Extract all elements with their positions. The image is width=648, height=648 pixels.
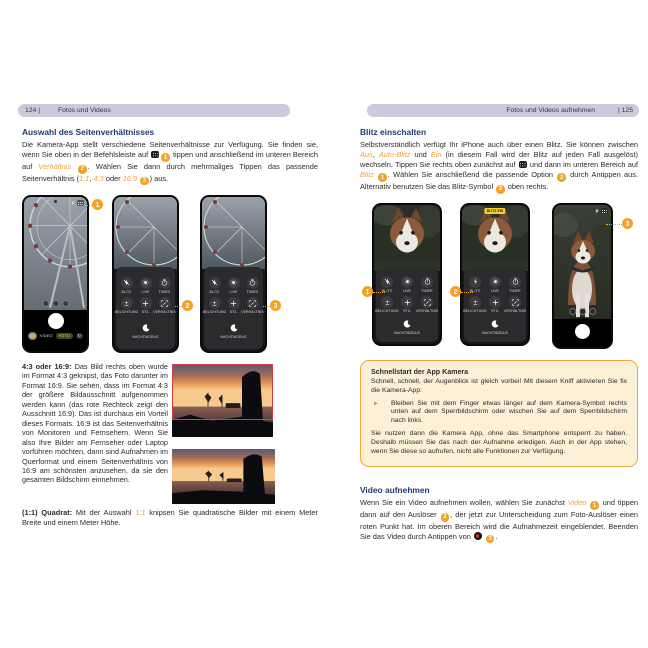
camera-screen: [114, 197, 177, 351]
zoom-pill[interactable]: [569, 308, 577, 316]
text-segment: 4:3: [93, 173, 104, 183]
camera-option-timer-button[interactable]: [506, 276, 524, 293]
square-paragraph: [22, 508, 318, 528]
text-segment: Mit der Auswahl: [72, 508, 136, 517]
style-icon: [228, 297, 240, 309]
camera-option-live-button[interactable]: [225, 277, 242, 294]
camera-option-flash-button[interactable]: [378, 276, 396, 293]
text-segment: 1:1: [135, 508, 146, 517]
camera-options-grid: [204, 277, 263, 314]
camera-options-panel: [376, 269, 438, 342]
intro-paragraph: [360, 140, 638, 194]
flash-on-icon: [469, 276, 481, 288]
camera-option-live-button[interactable]: [137, 277, 154, 294]
camera-option-style-button[interactable]: [225, 297, 242, 314]
camera-option-label: STIL: [491, 309, 499, 314]
text-segment: Ein: [430, 150, 442, 159]
ferris-wheel-photo: [114, 197, 177, 269]
camera-option-label: STIL: [229, 310, 238, 315]
more-options-icon: [151, 151, 159, 158]
crop-indicator-16-9: [172, 364, 273, 420]
screenshot-row: [360, 203, 638, 349]
text-segment: . Wählen Sie anschließend die passende Option: [387, 170, 557, 179]
zoom-pill[interactable]: [62, 300, 70, 308]
front-camera-dot: [54, 200, 57, 203]
camera-option-exposure-button[interactable]: [463, 296, 487, 314]
camera-option-label: VERHÄLTNIS: [153, 310, 176, 315]
ratio-paragraph: [22, 362, 168, 485]
camera-screenshot-options: [372, 203, 442, 346]
camera-options-panel: [204, 267, 263, 349]
text-segment: 1:1: [79, 173, 90, 183]
header-bar: [18, 104, 290, 117]
lens-zoom-selector[interactable]: [569, 308, 597, 316]
husky-photo: [374, 205, 440, 271]
camera-option-aspect-ratio-button[interactable]: [241, 297, 264, 315]
camera-screen: [374, 205, 440, 344]
inline-callout: 2: [78, 165, 87, 174]
zoom-pill[interactable]: [42, 300, 50, 308]
camera-screenshot-viewfinder: [22, 195, 89, 353]
text-segment: .: [495, 531, 498, 541]
camera-screen: [24, 197, 87, 351]
shutter-button[interactable]: [48, 313, 64, 329]
style-icon: [401, 296, 413, 308]
night-mode-button[interactable]: [482, 318, 508, 335]
camera-screen: [202, 197, 265, 351]
callout-3: 3: [270, 300, 281, 311]
camera-option-label: BELICHTUNG: [114, 310, 139, 315]
night-mode-label: NACHTMODUS: [132, 335, 159, 340]
camera-options-grid: [116, 277, 175, 314]
text-segment: (1:1) Quadrat:: [22, 508, 73, 517]
flash-icon: [209, 277, 221, 289]
screenshot-row: [22, 195, 318, 357]
camera-option-label: TIMER: [421, 289, 433, 293]
page-left: [22, 104, 318, 644]
running-header: Fotos und Videos: [58, 107, 111, 114]
night-mode-icon: [489, 318, 501, 330]
tip-box-intro: Schnell, schnell, der Augenblick ist gleich vorbei! Mit diesem Kniff aktivieren Sie fix die Kamera-App:: [371, 378, 627, 394]
camera-bottom-bar: [554, 319, 611, 347]
style-icon: [140, 297, 152, 309]
record-button-icon: [474, 532, 482, 540]
timer-icon: [421, 276, 433, 288]
tip-box-bullet-text: Bleiben Sie mit dem Finger etwas länger auf dem Kamera-Symbol rechts unten auf dem Sperrbildschirm oder wischen Sie auf dem Sperrbildschirm nach links.: [391, 399, 627, 425]
camera-options-panel: [464, 269, 526, 342]
lens-zoom-selector[interactable]: [42, 300, 70, 308]
section-heading: Blitz einschalten: [360, 127, 427, 137]
callout-leader: [373, 292, 385, 293]
tip-box-bullet: [371, 400, 627, 426]
zoom-pill[interactable]: [589, 308, 597, 316]
camera-option-label: BLITZ: [469, 289, 481, 293]
inline-callout: 3: [486, 535, 495, 544]
camera-option-label: LIVE: [141, 290, 150, 294]
camera-screen: [554, 205, 611, 347]
night-mode-icon: [140, 322, 152, 334]
camera-option-label: LIVE: [403, 289, 411, 293]
camera-option-style-button[interactable]: [398, 296, 416, 313]
night-mode-label: NACHTMODUS: [481, 331, 509, 336]
mode-foto[interactable]: FOTO: [56, 333, 73, 339]
camera-option-label: BLITZ: [209, 290, 220, 294]
camera-option-label: BLITZ: [381, 289, 393, 293]
aspect-ratio-icon: [509, 296, 521, 308]
camera-option-timer-button[interactable]: [418, 276, 436, 293]
text-segment: Das Bild rechts oben wurde im Format 4:3 geknipst, das Foto darunter im Format 16:9. Sie sehen, dass im Format 4:3 der größere Bildausschnitt aufgenommen werden kann (das rote Rechteck zeigt den Ausschnitt 16:9). Das ist durchaus ein Vorteil dieses Formats. 16:9 ist das Seitenverhältnis von Monitoren und Fernsehern. Wenn Sie also Ihre Bilder am Fernseher oder Laptop vorführen möchten, dann sind Aufnahmen im Querformat und einem Seitenverhältnis von 16:9 am schönsten anzusehen, da sie den gesamten Bildschirm einnehmen.: [22, 362, 168, 485]
camera-option-label: TIMER: [509, 289, 521, 293]
text-segment: und: [410, 150, 431, 159]
section-heading: Video aufnehmen: [360, 485, 430, 495]
harbor-photo-16-9: [172, 449, 275, 504]
camera-option-style-button[interactable]: [137, 297, 154, 314]
flash-icon[interactable]: [595, 208, 599, 214]
page-number: 124 |: [25, 107, 40, 114]
text-segment: [483, 532, 485, 541]
inline-callout: 3: [496, 185, 505, 194]
night-mode-button[interactable]: [220, 322, 246, 339]
aspect-ratio-icon: [159, 297, 171, 309]
camera-screenshot-options: [200, 195, 267, 353]
svg-text:±: ±: [212, 299, 217, 307]
night-mode-label: NACHTMODUS: [220, 335, 247, 340]
text-segment: oben rechts.: [505, 181, 549, 191]
text-segment: durch Antippen aus. Alternativ benutzen Sie das Blitz-Symbol: [360, 170, 638, 191]
shutter-button[interactable]: [575, 324, 590, 339]
text-segment: Selbstverständlich verfügt Ihr iPhone auch über einen Blitz. Sie können zwischen: [360, 140, 638, 149]
text-segment: 4:3 oder 16:9:: [22, 362, 72, 371]
night-mode-icon: [228, 322, 240, 334]
timer-icon: [509, 276, 521, 288]
night-mode-label: NACHTMODUS: [393, 331, 421, 336]
camera-option-exposure-button[interactable]: [375, 296, 399, 314]
ratio-comparison-section: [22, 362, 318, 508]
svg-text:±: ±: [472, 298, 478, 306]
camera-option-exposure-button[interactable]: [114, 297, 139, 315]
inline-callout: 3: [140, 177, 149, 186]
zoom-pill[interactable]: [52, 300, 60, 308]
camera-top-toolbar[interactable]: [595, 208, 609, 214]
text-segment: ,: [372, 150, 379, 159]
camera-options-panel: [116, 267, 175, 349]
camera-option-label: BELICHTUNG: [463, 309, 487, 314]
text-segment: (in diesem Fall wird der Blitz auf jeden Fall ausgelöst) wechseln. Tippen Sie rechts oben zunächst auf: [360, 150, 638, 169]
text-segment: Blitz: [360, 170, 374, 179]
text-segment: [137, 174, 139, 183]
camera-option-flash-button[interactable]: [118, 277, 135, 294]
text-segment: Auto-Blitz: [378, 150, 411, 159]
text-segment: Verhältnis: [38, 161, 72, 171]
camera-screenshot-viewfinder: [552, 203, 613, 349]
camera-option-label: LIVE: [491, 289, 499, 293]
live-icon: [228, 277, 240, 289]
inline-callout: 1: [590, 501, 599, 510]
exposure-icon: [209, 297, 221, 309]
bullet-arrow-icon: ►: [373, 400, 379, 407]
camera-bottom-bar: [24, 310, 87, 351]
camera-option-exposure-button[interactable]: [202, 297, 227, 315]
camera-screenshot-options-flash: [460, 203, 530, 346]
timer-icon: [247, 277, 259, 289]
live-icon: [140, 277, 152, 289]
night-mode-button[interactable]: [394, 318, 420, 335]
exposure-icon: [381, 296, 393, 308]
camera-option-timer-button[interactable]: [244, 277, 261, 294]
camera-option-label: BELICHTUNG: [375, 309, 399, 314]
intro-paragraph: [22, 140, 318, 185]
style-icon: [489, 296, 501, 308]
text-segment: oder: [103, 173, 123, 183]
camera-screen: [462, 205, 528, 344]
gallery-thumbnail[interactable]: [28, 332, 37, 341]
camera-option-aspect-ratio-button[interactable]: [415, 296, 439, 314]
text-segment: 16:9: [122, 173, 138, 183]
camera-option-label: BLITZ: [121, 290, 132, 294]
camera-option-live-button[interactable]: [398, 276, 416, 293]
flash-icon: [121, 277, 133, 289]
callout-1: 1: [92, 199, 103, 210]
text-segment: ,: [89, 173, 94, 183]
svg-text:±: ±: [124, 299, 129, 307]
harbor-photo-4-3: [172, 364, 273, 437]
more-options-icon[interactable]: [77, 200, 84, 206]
text-segment: Die Kamera-App stellt verschiedene Seitenverhältnisse zur Verfügung. Sie finden sie, wenn Sie oben in der Befehlsleiste auf: [22, 140, 318, 159]
tip-box: [360, 360, 638, 467]
camera-option-aspect-ratio-button[interactable]: [503, 296, 527, 314]
camera-flip-icon[interactable]: ↻: [77, 332, 82, 338]
camera-option-label: LIVE: [229, 290, 238, 294]
exposure-icon: [121, 297, 133, 309]
callout-3: 3: [622, 218, 633, 229]
live-icon: [401, 276, 413, 288]
svg-text:±: ±: [384, 298, 390, 306]
flash-icon[interactable]: [71, 200, 75, 206]
night-mode-button[interactable]: [132, 322, 158, 339]
flash-icon: [381, 276, 393, 288]
camera-option-label: VERHÄLTNIS: [241, 310, 264, 315]
camera-options-grid: [464, 276, 526, 313]
text-segment: Video: [567, 498, 587, 507]
mode-video[interactable]: VIDEO: [39, 333, 53, 338]
text-segment: und tippen dann auf den Auslöser: [360, 498, 638, 519]
text-segment: Wenn Sie ein Video aufnehmen wollen, wählen Sie zunächst: [360, 498, 568, 507]
camera-option-timer-button[interactable]: [156, 277, 173, 294]
camera-option-label: TIMER: [158, 290, 171, 294]
callout-2: 2: [450, 286, 461, 297]
running-header: Fotos und Videos aufnehmen: [506, 107, 595, 114]
page-right: [360, 104, 638, 644]
inline-callout: 2: [557, 173, 566, 182]
camera-option-aspect-ratio-button[interactable]: [153, 297, 176, 315]
text-segment: ) aus.: [149, 173, 169, 183]
inline-callout: 2: [441, 513, 450, 522]
camera-option-label: VERHÄLTNIS: [415, 309, 439, 314]
camera-option-label: STIL: [403, 309, 411, 314]
text-segment: knipsen Sie quadratische Bilder mit einem Meter Breite und einem Meter Höhe.: [22, 508, 318, 527]
aspect-ratio-icon: [421, 296, 433, 308]
video-paragraph: [360, 498, 638, 543]
inline-callout: 1: [161, 153, 170, 162]
tip-box-outro: Sie nutzen dann die Kamera App, ohne das Smartphone entsperrt zu haben. Deshalb müssen Sie das nach der Aufnahme erledigen. Auch in der App stehen, wenn Sie diese so aufrufen, nicht alle Funktionen zur Verfügung.: [371, 429, 627, 455]
camera-option-flash-button[interactable]: [466, 276, 484, 293]
camera-option-label: STIL: [141, 310, 150, 315]
camera-screenshot-options: [112, 195, 179, 353]
camera-option-flash-button[interactable]: [206, 277, 223, 294]
text-segment: tippen und anschließend im unteren Bereich auf: [22, 150, 318, 171]
text-segment: [71, 162, 77, 171]
page-number: | 125: [618, 107, 633, 114]
camera-option-label: VERHÄLTNIS: [503, 309, 527, 314]
tip-box-heading: Schnellstart der App Kamera: [371, 368, 469, 376]
section-heading: Auswahl des Seitenverhältnisses: [22, 127, 155, 137]
camera-top-toolbar[interactable]: [71, 200, 85, 206]
camera-option-live-button[interactable]: [486, 276, 504, 293]
night-mode-icon: [401, 318, 413, 330]
text-segment: [587, 498, 590, 507]
zoom-pill[interactable]: [579, 308, 587, 316]
camera-option-label: TIMER: [246, 290, 259, 294]
header-bar: [367, 104, 639, 117]
husky-photo: [462, 205, 528, 271]
callout-2: 2: [182, 300, 193, 311]
camera-options-grid: [376, 276, 438, 313]
flash-on-badge: BLITZ EIN: [484, 208, 505, 214]
more-options-icon[interactable]: [601, 208, 608, 214]
more-options-icon: [519, 161, 527, 168]
aspect-ratio-icon: [247, 297, 259, 309]
camera-option-style-button[interactable]: [486, 296, 504, 313]
callout-1: 1: [362, 286, 373, 297]
callout-leader: [461, 292, 473, 293]
text-segment: [374, 170, 377, 179]
text-segment: Aus: [360, 150, 373, 159]
camera-option-label: BELICHTUNG: [202, 310, 227, 315]
timer-icon: [159, 277, 171, 289]
text-segment: , der jetzt zur Unterscheidung zum Foto-Auslöser einen roten Punkt hat. Im oberen Bereich wird die Aufnahmezeit eingeblendet. Beenden Sie das Video durch Antippen von: [360, 509, 639, 541]
inline-callout: 1: [378, 173, 387, 182]
ferris-wheel-photo: [202, 197, 265, 269]
exposure-icon: [469, 296, 481, 308]
text-segment: . Wählen Sie dann durch mehrmaliges Tippen das passende Seitenverhältnis (: [22, 161, 318, 183]
live-icon: [489, 276, 501, 288]
text-segment: und dann im unteren Bereich auf: [527, 160, 638, 169]
